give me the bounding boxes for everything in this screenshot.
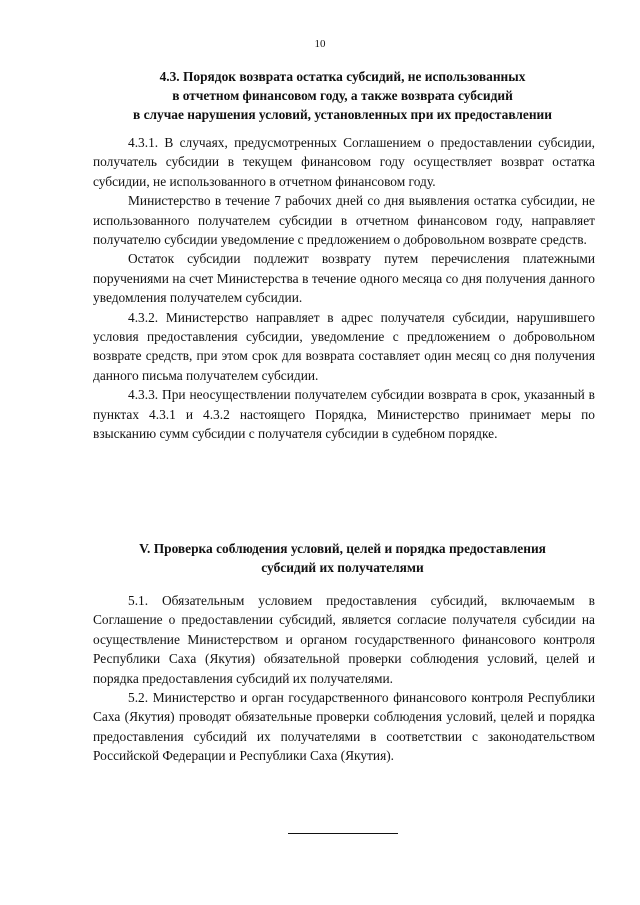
section-4-3-heading xyxy=(90,67,595,124)
heading-line: в случае нарушения условий, установленных при их предоставлении xyxy=(133,107,552,122)
paragraph-5-1: 5.1. Обязательным условием предоставления субсидий, включаемым в Соглашение о предоставлении субсидий, является согласие получателя субсидии на осуществление Министерством и органом государственного финансового контроля Республики Саха (Якутия) обязательной проверки соблюдения условий, целей и порядка предоставления субсидий их получателями. xyxy=(93,593,595,686)
paragraph-ministry-notice: Министерство в течение 7 рабочих дней со дня выявления остатка субсидии, не использованного получателем субсидии в отчетном финансовом году, направляет получателю субсидии уведомление с предложением о добровольном возврате средств. xyxy=(93,193,595,248)
section-5-body xyxy=(93,591,595,766)
paragraph-4-3-2: 4.3.2. Министерство направляет в адрес получателя субсидии, нарушившего условия предоставления субсидии, уведомление с предложением о добровольном возврате средств, при этом срок для возврата составляет один месяц со дня получения данного письма получателем субсидии. xyxy=(93,309,595,383)
paragraph-4-3-3: 4.3.3. При неосуществлении получателем субсидии возврата в срок, указанный в пунктах 4.3.1 и 4.3.2 настоящего Порядка, Министерство принимает меры по взысканию сумм субсидии с получателя субсидии в судебном порядке. xyxy=(93,387,595,442)
section-5-heading xyxy=(90,539,595,577)
heading-line: 4.3. Порядок возврата остатка субсидий, не использованных xyxy=(159,69,526,84)
heading-line: в отчетном финансовом году, а также возврата субсидий xyxy=(172,88,513,103)
paragraph-4-3-1: 4.3.1. В случаях, предусмотренных Соглашением о предоставлении субсидии, получатель субсидии в текущем финансовом году осуществляет возврат остатка субсидии, не использованного в отчетном финансовом году. xyxy=(93,135,595,189)
section-4-3-body xyxy=(93,133,595,444)
page-number: 10 xyxy=(314,38,326,50)
footer-rule xyxy=(288,833,398,834)
heading-line: субсидий их получателями xyxy=(261,560,424,575)
paragraph-remainder-return: Остаток субсидии подлежит возврату путем перечисления платежными поручениями на счет Министерства в течение одного месяца со дня получения данного уведомления получателем субсидии. xyxy=(93,251,595,306)
heading-line: V. Проверка соблюдения условий, целей и порядка предоставления xyxy=(139,541,546,556)
paragraph-5-2: 5.2. Министерство и орган государственного финансового контроля Республики Саха (Якутия) проводят обязательные проверки соблюдения условий, целей и порядка предоставления субсидий их получателями в соответствии с законодательством Российской Федерации и Республики Саха (Якутия). xyxy=(93,690,595,764)
